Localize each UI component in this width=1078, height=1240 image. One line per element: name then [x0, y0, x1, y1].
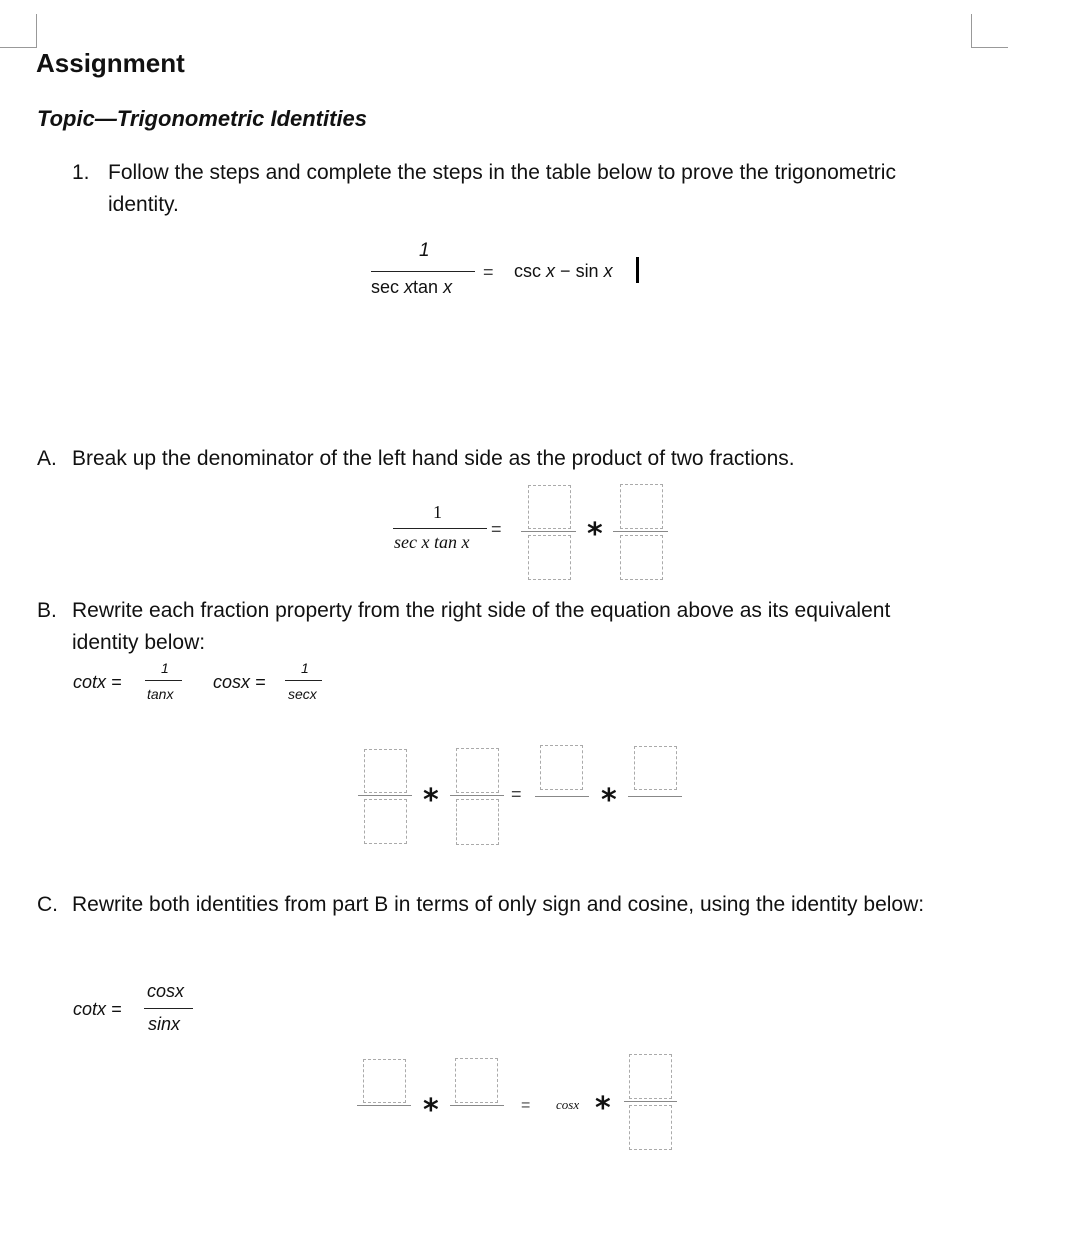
- part-a-multiply-star: *: [587, 517, 603, 552]
- part-b-answer-box-3-numerator[interactable]: [540, 745, 583, 790]
- topic-heading: Topic—Trigonometric Identities: [37, 106, 368, 131]
- part-b-ref2-bar: [285, 680, 322, 681]
- part-c-ref-denominator: sinx: [148, 1014, 181, 1034]
- part-b-answer-box-2-denominator[interactable]: [456, 799, 499, 845]
- part-c-text: Rewrite both identities from part B in terms of only sign and cosine, using the identity below:: [72, 893, 925, 916]
- part-a-answer-box-2-denominator[interactable]: [620, 535, 663, 580]
- part-b-ref1-bar: [145, 680, 182, 681]
- part-b-text: Rewrite each fraction property from the right side of the equation above as its equivalent identity below:: [72, 599, 891, 654]
- part-c-given-cosx: cosx: [556, 1097, 580, 1112]
- part-a-answer-box-1-numerator[interactable]: [528, 485, 571, 529]
- crop-mark-top-left: [0, 47, 36, 48]
- part-b-fraction-bar-3: [535, 796, 589, 797]
- part-b-ref2-numerator: 1: [301, 660, 309, 676]
- part-b-answer-box-1-numerator[interactable]: [364, 749, 407, 793]
- identity-numerator: 1: [419, 240, 430, 261]
- part-c-ref-bar: [144, 1008, 193, 1009]
- part-b-ref1-numerator: 1: [161, 660, 169, 676]
- part-a-answer-box-2-numerator[interactable]: [620, 484, 663, 529]
- question-text: Follow the steps and complete the steps in the table below to prove the trigonometric identity.: [108, 161, 896, 216]
- part-a-letter: A.: [37, 447, 57, 470]
- part-c-ref-lhs: cotx =: [73, 999, 122, 1019]
- part-c-answer-box-1-numerator[interactable]: [363, 1059, 406, 1103]
- document-title: Assignment: [36, 48, 185, 78]
- part-b-multiply-star-2: *: [601, 783, 617, 818]
- part-b-fraction-bar-1: [358, 795, 412, 796]
- identity-fraction-bar: [371, 271, 475, 272]
- part-b-ref2-lhs: cosx =: [213, 672, 266, 692]
- identity-equals: =: [483, 262, 494, 282]
- part-c-equals: =: [521, 1097, 531, 1114]
- identity-denominator: sec xtan x: [371, 277, 453, 297]
- part-b-fraction-bar-4: [628, 796, 682, 797]
- part-a-lhs-bar: [393, 528, 487, 529]
- part-a-lhs-numerator: 1: [433, 502, 442, 522]
- crop-mark-top-right: [972, 47, 1008, 48]
- part-c-multiply-star-2: *: [595, 1091, 611, 1126]
- part-c-answer-box-2-numerator[interactable]: [455, 1058, 498, 1103]
- part-b-answer-box-1-denominator[interactable]: [364, 799, 407, 844]
- identity-rhs: csc x − sin x: [514, 261, 613, 281]
- question-number: 1.: [72, 161, 90, 184]
- part-c-multiply-star-1: *: [423, 1093, 439, 1128]
- crop-mark-top-left-vertical: [36, 14, 37, 48]
- part-a-equals: =: [491, 519, 502, 539]
- crop-mark-top-right-vertical: [971, 14, 972, 48]
- text-cursor: [636, 257, 639, 283]
- part-a-text: Break up the denominator of the left hand side as the product of two fractions.: [72, 447, 795, 470]
- part-b-fraction-bar-2: [450, 795, 504, 796]
- part-b-equals: =: [511, 784, 522, 804]
- part-b-answer-box-4-numerator[interactable]: [634, 746, 677, 790]
- part-b-ref1-lhs: cotx =: [73, 672, 122, 692]
- part-b-ref2-denominator: secx: [288, 686, 317, 702]
- part-a-answer-box-1-denominator[interactable]: [528, 535, 571, 580]
- part-c-answer-box-3-numerator[interactable]: [629, 1054, 672, 1099]
- part-c-fraction-bar-2: [450, 1105, 504, 1106]
- part-a-fraction-bar-2: [613, 531, 668, 532]
- part-a-fraction-bar-1: [521, 531, 576, 532]
- part-c-letter: C.: [37, 893, 58, 916]
- part-c-answer-box-3-denominator[interactable]: [629, 1105, 672, 1150]
- part-c-fraction-bar-1: [357, 1105, 411, 1106]
- part-c-fraction-bar-3: [624, 1101, 677, 1102]
- part-c-ref-numerator: cosx: [147, 981, 185, 1001]
- part-b-answer-box-2-numerator[interactable]: [456, 748, 499, 793]
- part-b-letter: B.: [37, 599, 57, 622]
- part-b-multiply-star-1: *: [423, 783, 439, 818]
- part-b-ref1-denominator: tanx: [147, 686, 174, 702]
- part-a-lhs-denominator: sec x tan x: [394, 532, 470, 552]
